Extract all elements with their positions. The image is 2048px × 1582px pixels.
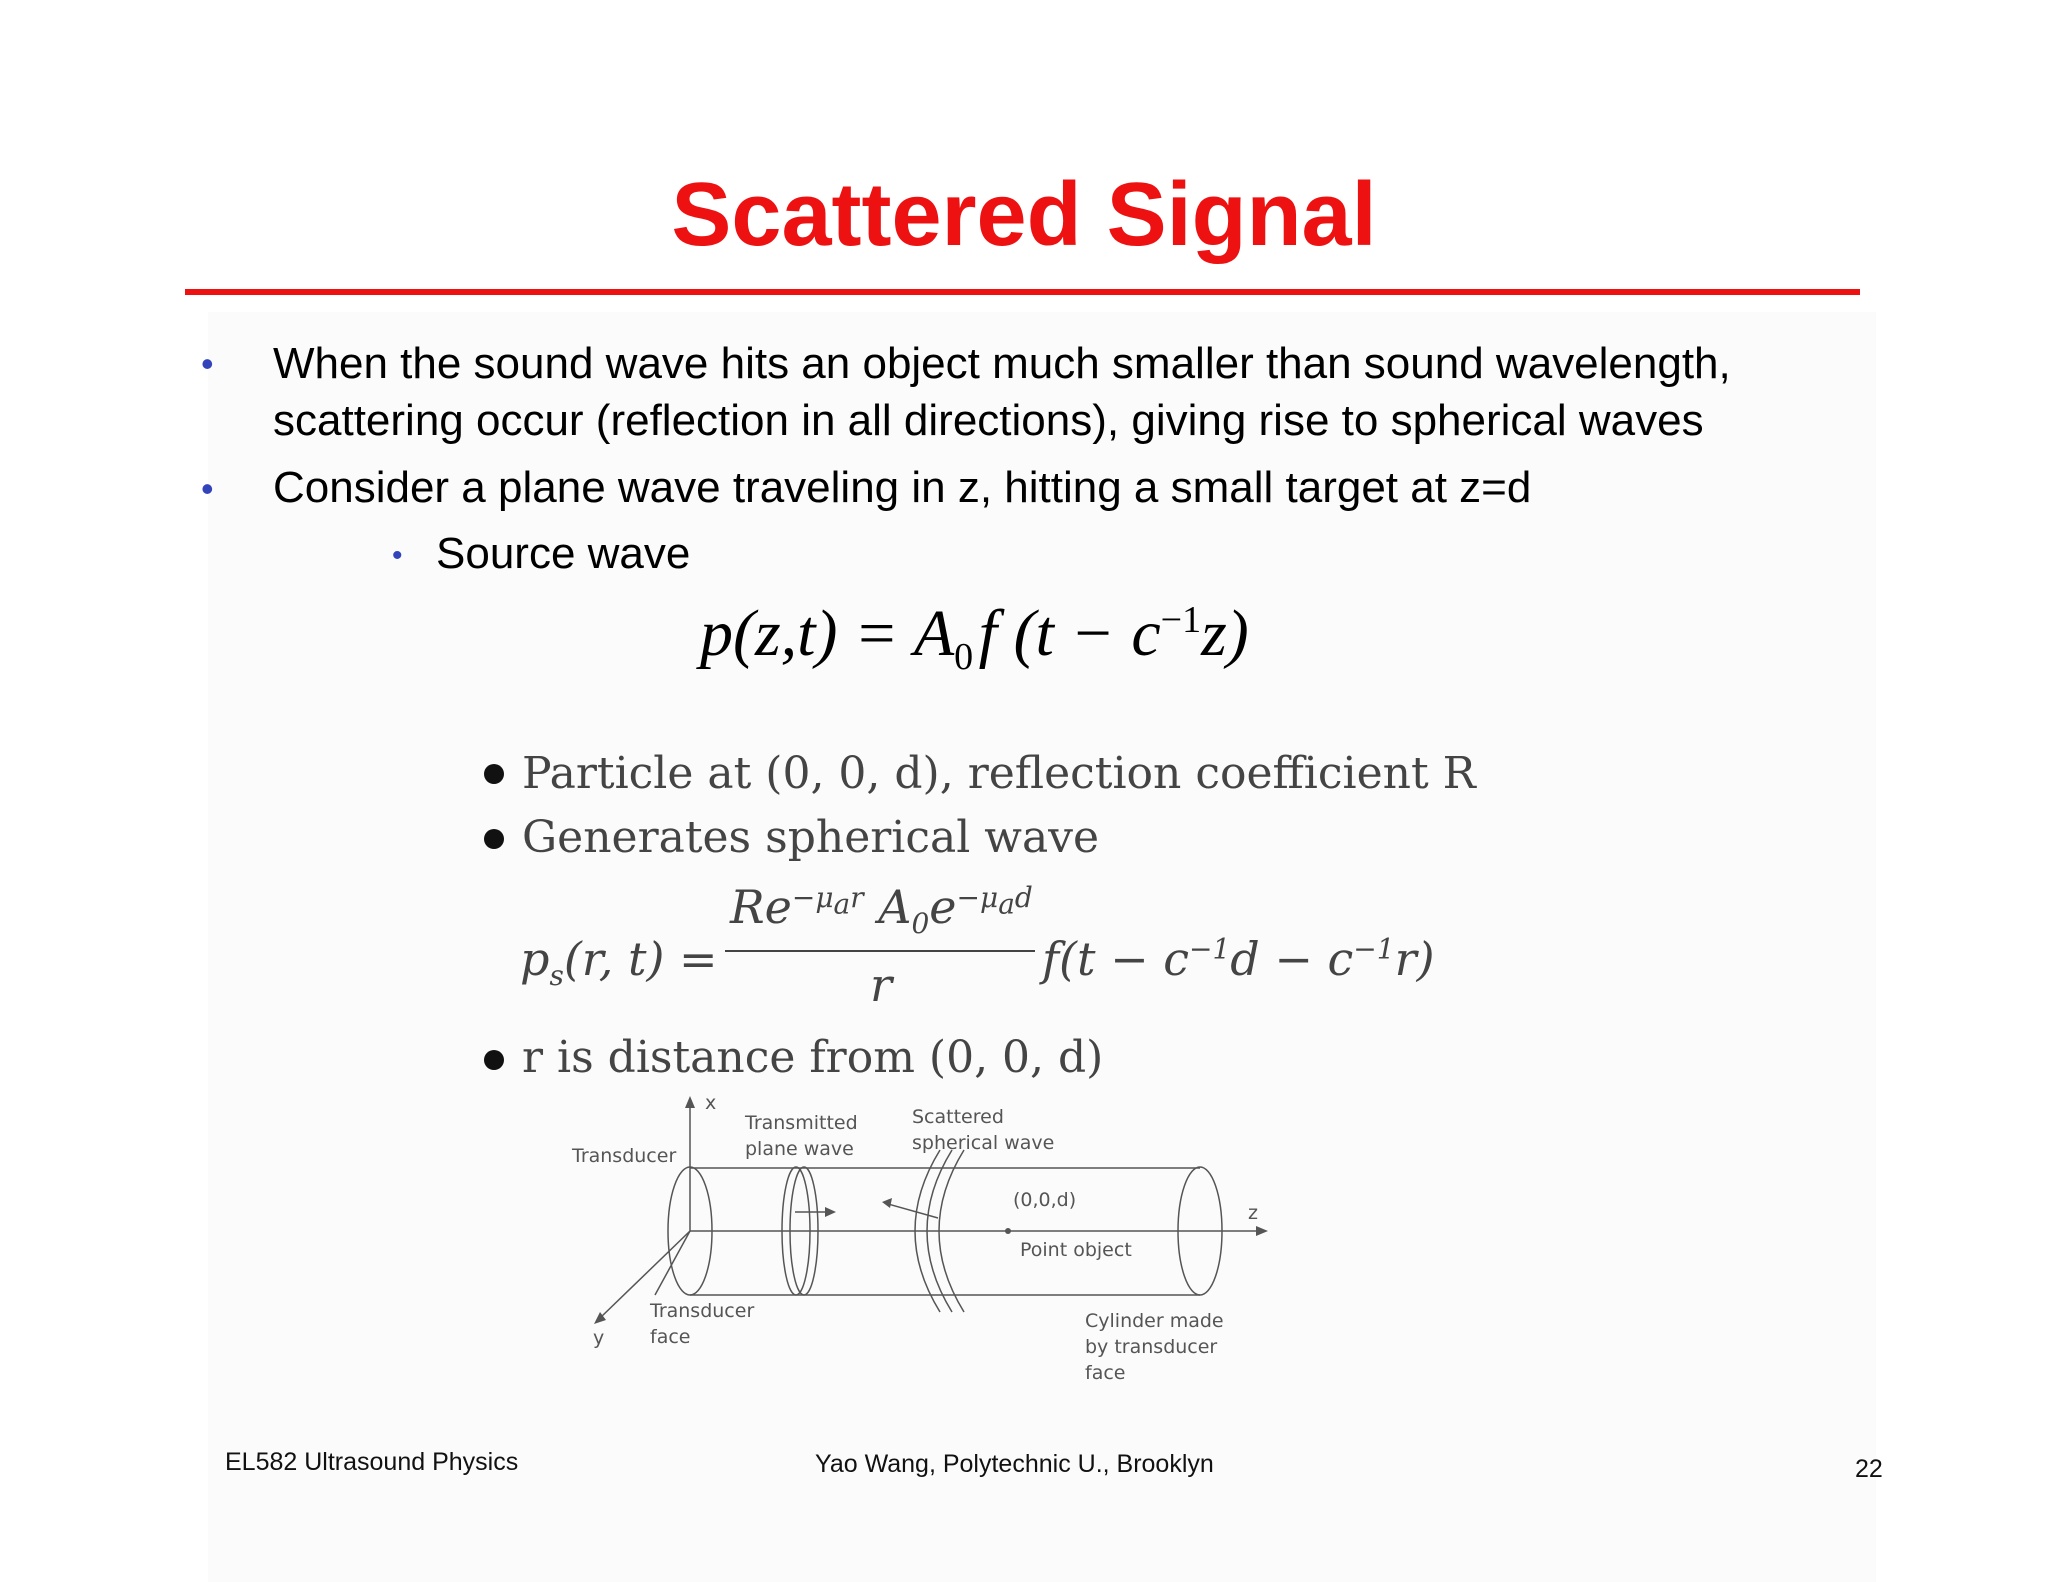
equation-denominator: r bbox=[870, 958, 892, 1012]
axis-y-label: y bbox=[593, 1327, 605, 1349]
fraction-bar bbox=[725, 950, 1035, 952]
bullet-text: Consider a plane wave traveling in z, hitting a small target at z=d bbox=[273, 463, 1532, 512]
pasted-bullet-marker bbox=[484, 1050, 504, 1070]
pasted-bullet-marker bbox=[484, 764, 504, 784]
slide-title: Scattered Signal bbox=[671, 165, 1377, 265]
point-object-label: Point object bbox=[1020, 1239, 1132, 1261]
footer-course: EL582 Ultrasound Physics bbox=[225, 1448, 519, 1476]
bullet-text: When the sound wave hits an object much smaller than sound wavelength, bbox=[273, 339, 1731, 388]
particle-text: Particle at (0, 0, d), reflection coefficient R bbox=[522, 748, 1476, 799]
pasted-bullet-marker bbox=[484, 829, 504, 849]
transducer-label: Transducer bbox=[572, 1145, 677, 1167]
point-object-marker bbox=[1005, 1228, 1011, 1234]
transmitted-arrowhead bbox=[825, 1207, 836, 1217]
face-line bbox=[655, 1231, 690, 1295]
sub-bullet-text: Source wave bbox=[436, 529, 691, 578]
equation-rhs: $f(t - c^{-1}d - c^{-1}r)$ bbox=[1042, 932, 1435, 986]
footer-page-number: 22 bbox=[1855, 1455, 1883, 1483]
scattered-wave-equation bbox=[520, 880, 1435, 1020]
generates-text: Generates spherical wave bbox=[522, 812, 1100, 863]
bullet-marker: • bbox=[201, 343, 214, 384]
point-coordinate-label: (0,0,d) bbox=[1013, 1189, 1077, 1211]
scattered-wave-label: Scattered spherical wave bbox=[912, 1106, 1055, 1154]
axis-z-label: z bbox=[1248, 1202, 1258, 1224]
transducer-face-label: Transducer face bbox=[650, 1300, 755, 1348]
source-wave-equation: $p(z,t) = A_0$ f $(t - c^{-1}z)$ bbox=[700, 597, 1249, 679]
distance-text: r is distance from (0, 0, d) bbox=[522, 1032, 1104, 1083]
equation-lhs: $p_s(r$, t) = bbox=[520, 932, 718, 993]
z-axis-arrowhead bbox=[1256, 1226, 1268, 1236]
equation-numerator: $Re^{-\mu_ar}$ $A_0e^{-\mu_ad}$ bbox=[730, 880, 1033, 941]
transmitted-wave-label: Transmitted plane wave bbox=[745, 1112, 858, 1160]
x-axis-arrowhead bbox=[685, 1096, 695, 1108]
sub-bullet-marker: • bbox=[392, 539, 403, 572]
footer-author: Yao Wang, Polytechnic U., Brooklyn bbox=[815, 1450, 1214, 1478]
cylinder-label: Cylinder made by transducer face bbox=[1085, 1310, 1224, 1384]
scatter-arrowhead bbox=[882, 1198, 892, 1208]
axis-x-label: x bbox=[705, 1092, 717, 1114]
bullet-text: scattering occur (reflection in all directions), giving rise to spherical waves bbox=[273, 396, 1704, 445]
title-underline bbox=[185, 289, 1860, 295]
bullet-marker: • bbox=[201, 468, 214, 509]
scatter-pointer bbox=[888, 1204, 938, 1218]
